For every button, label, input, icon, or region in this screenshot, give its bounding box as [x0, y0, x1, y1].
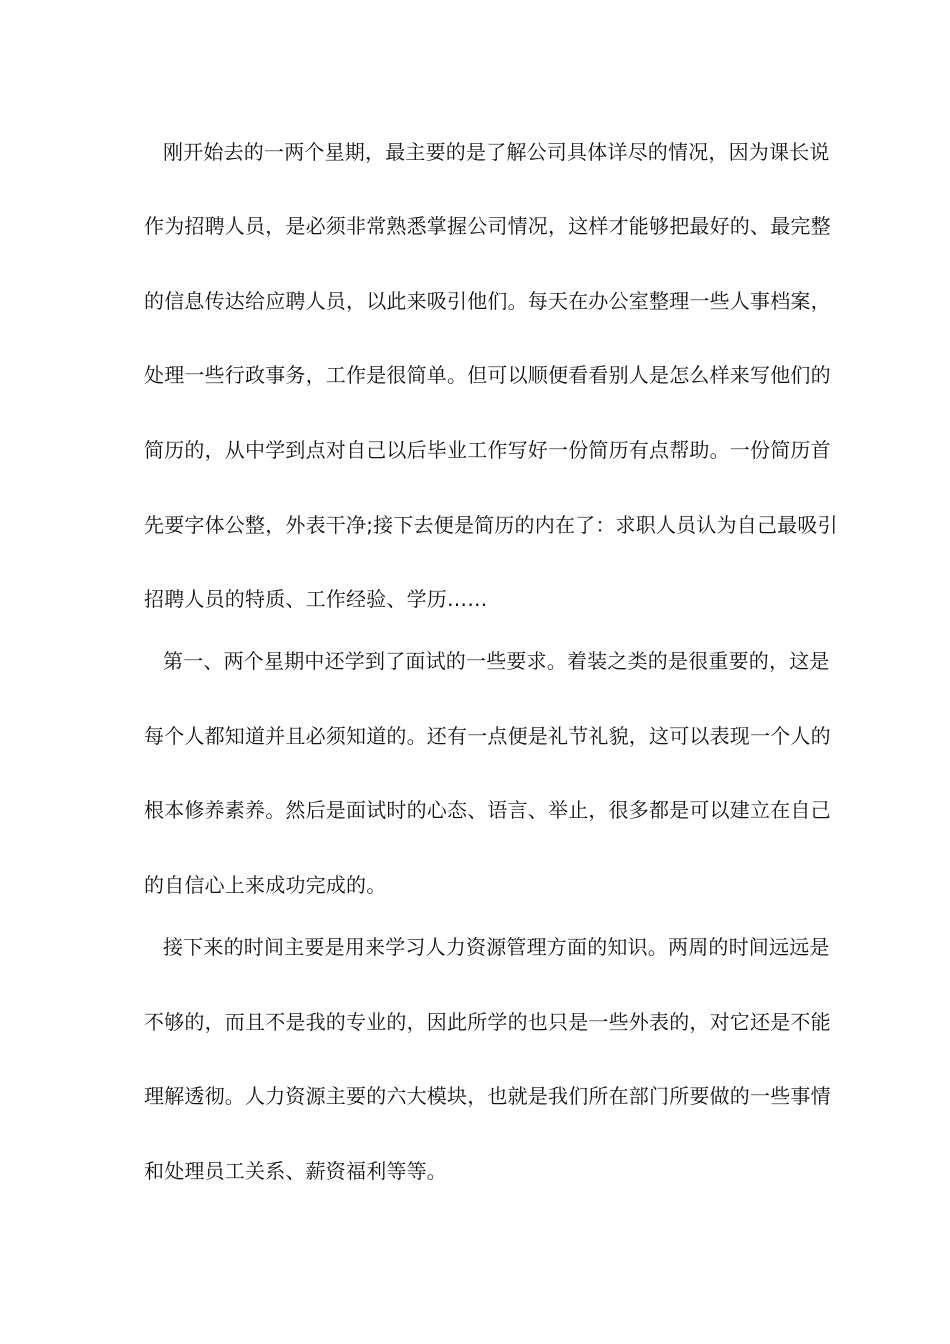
- paragraph-2-line-1: 第一、两个星期中还学到了面试的一些要求。着装之类的是很重要的，这是: [163, 649, 830, 673]
- paragraph-1-line-7: 招聘人员的特质、工作经验、学历……: [144, 587, 488, 611]
- paragraph-2-line-2: 每个人都知道并且必须知道的。还有一点便是礼节礼貌，这可以表现一个人的: [144, 724, 831, 748]
- paragraph-3-line-3: 理解透彻。人力资源主要的六大模块，也就是我们所在部门所要做的一些事情: [144, 1084, 831, 1108]
- paragraph-1-line-6: 先要字体公整，外表干净;接下去便是简历的内在了：求职人员认为自己最吸引: [144, 513, 838, 537]
- paragraph-1-line-3: 的信息传达给应聘人员，以此来吸引他们。每天在办公室整理一些人事档案，: [144, 289, 831, 313]
- paragraph-2-line-3: 根本修养素养。然后是面试时的心态、语言、举止，很多都是可以建立在自己: [144, 798, 831, 822]
- paragraph-1-line-4: 处理一些行政事务，工作是很简单。但可以顺便看看别人是怎么样来写他们的: [144, 363, 831, 387]
- paragraph-2-line-4: 的自信心上来成功完成的。: [144, 873, 387, 897]
- paragraph-1-line-1: 刚开始去的一两个星期，最主要的是了解公司具体详尽的情况，因为课长说: [163, 140, 830, 164]
- paragraph-3-line-1: 接下来的时间主要是用来学习人力资源管理方面的知识。两周的时间远远是: [163, 935, 830, 959]
- paragraph-3-line-2: 不够的，而且不是我的专业的，因此所学的也只是一些外表的，对它还是不能: [144, 1010, 831, 1034]
- paragraph-1-line-2: 作为招聘人员，是必须非常熟悉掌握公司情况，这样才能够把最好的、最完整: [144, 214, 831, 238]
- paragraph-3-line-4: 和处理员工关系、薪资福利等等。: [144, 1159, 447, 1183]
- paragraph-1-line-5: 简历的，从中学到点对自己以后毕业工作写好一份简历有点帮助。一份简历首: [144, 438, 831, 462]
